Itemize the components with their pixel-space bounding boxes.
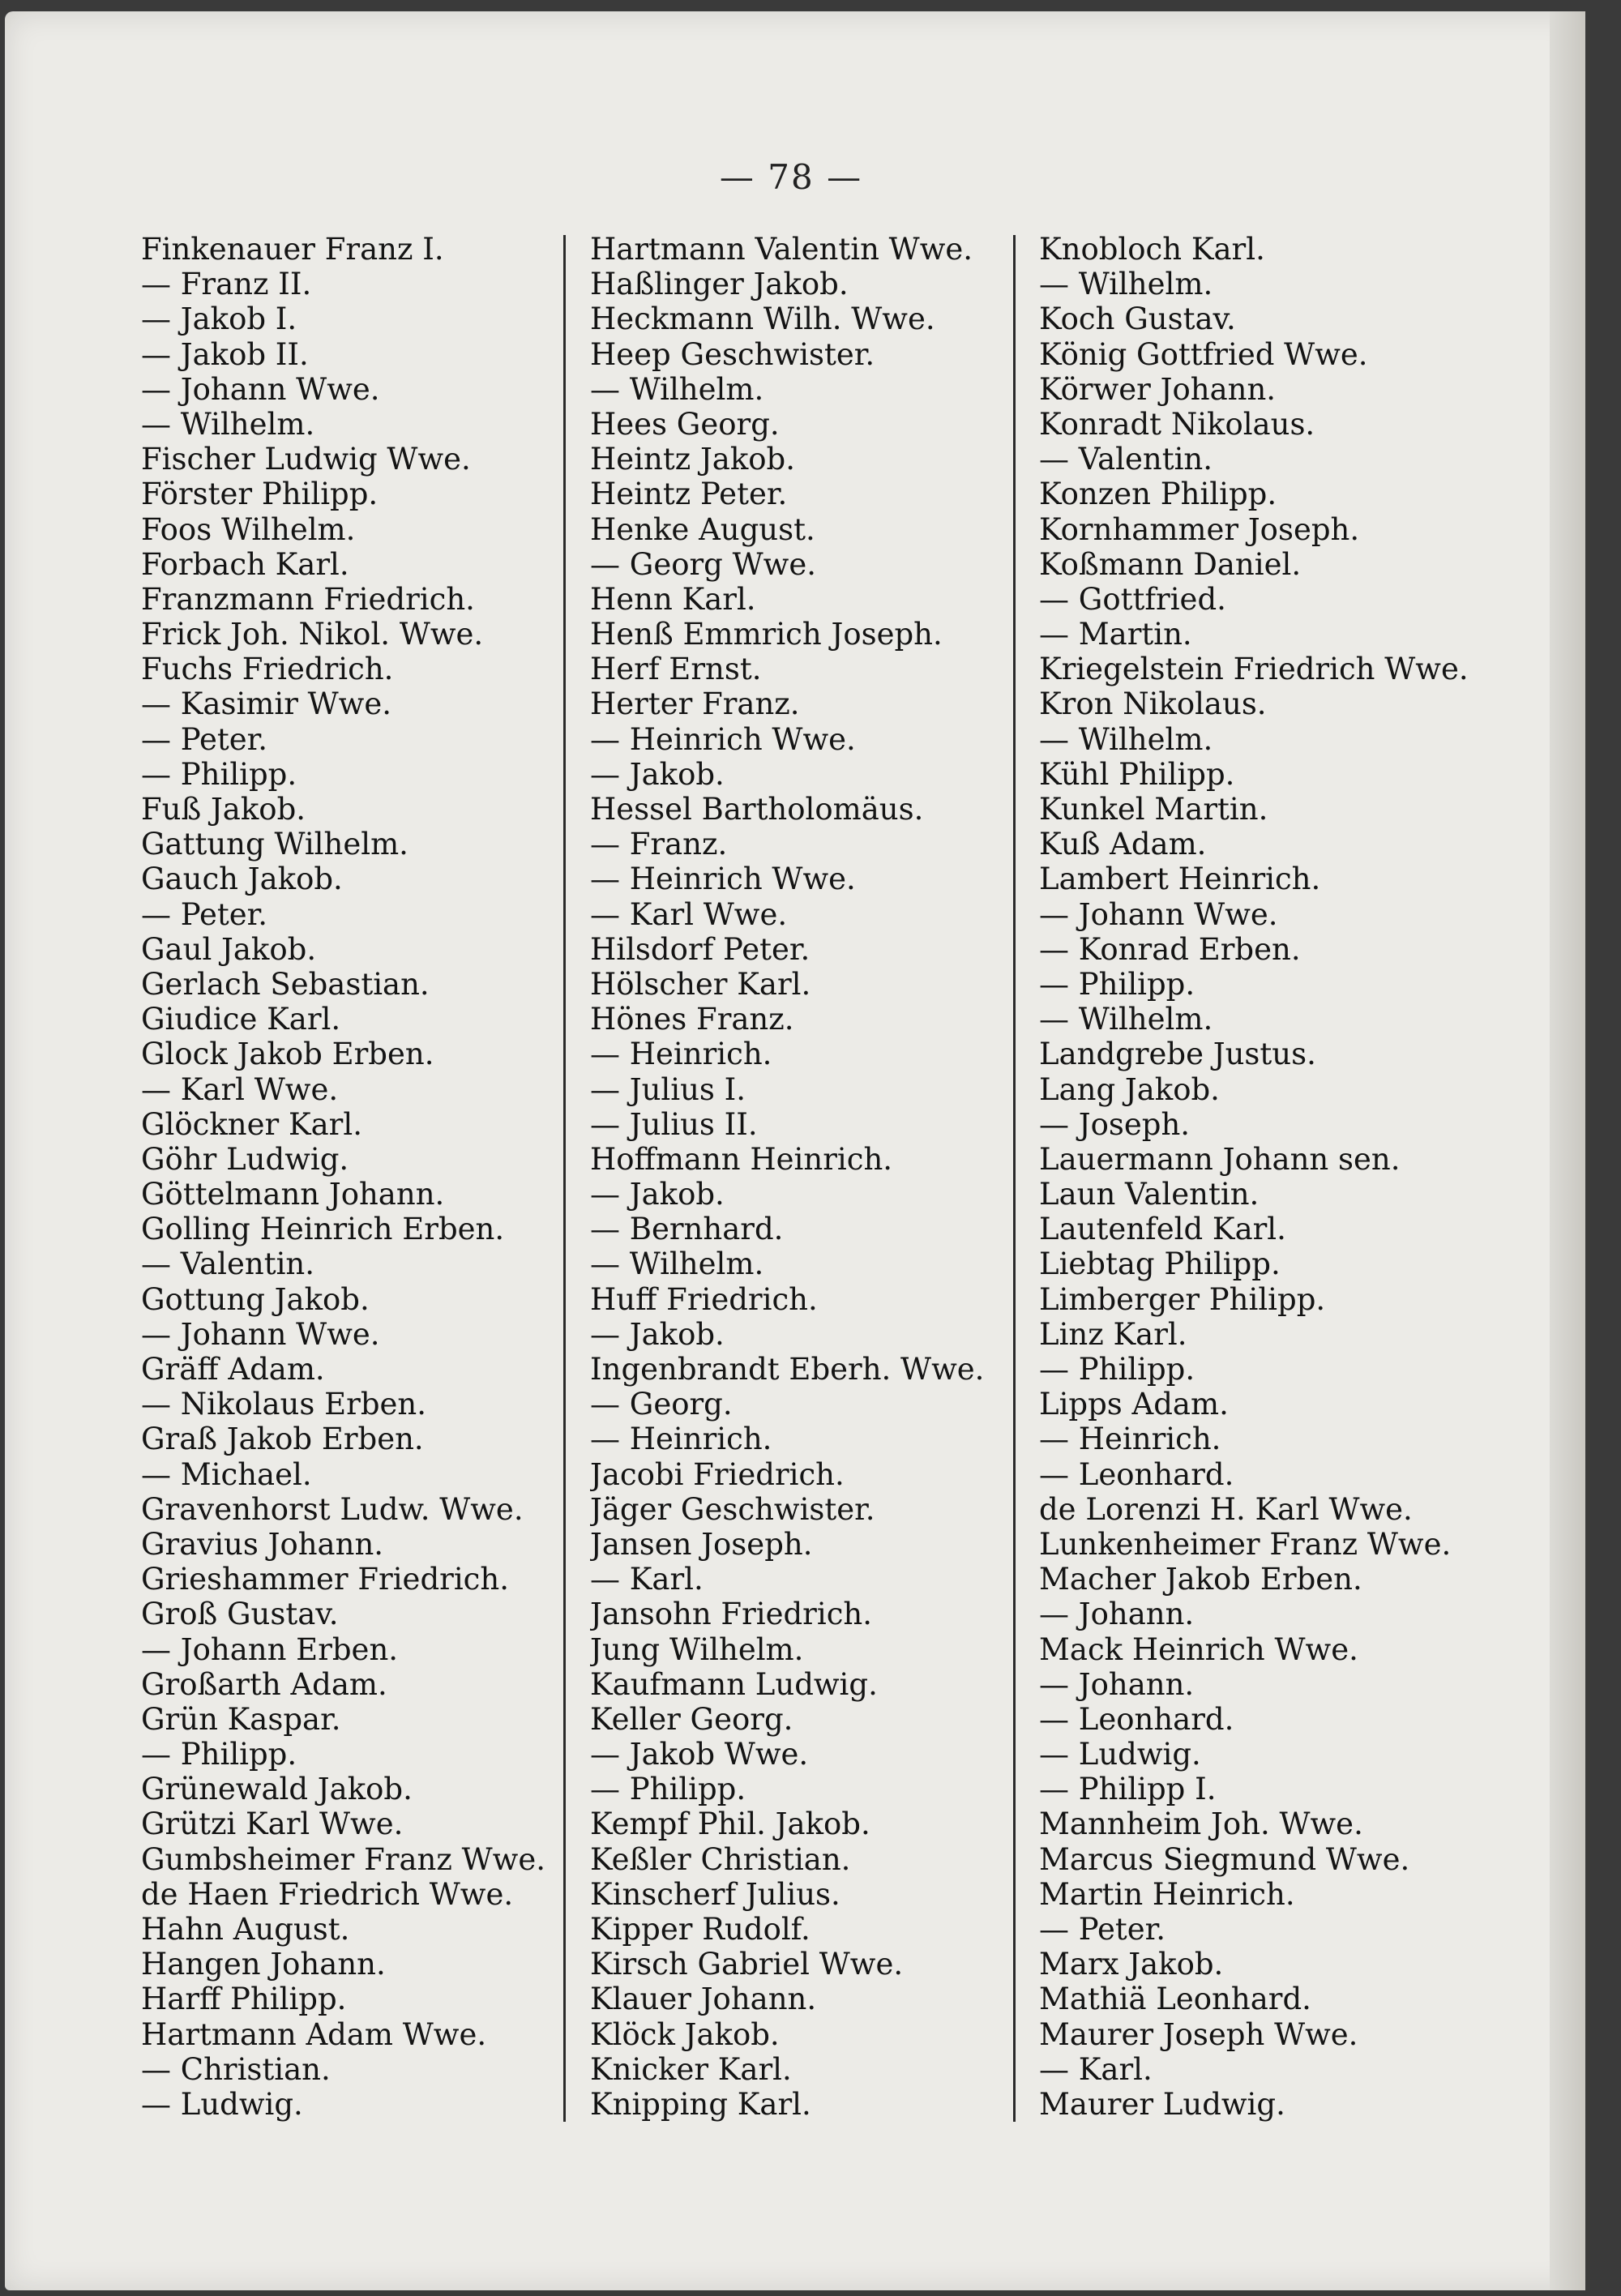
list-item: — Gottfried.	[1039, 581, 1226, 617]
list-item: — Valentin.	[1039, 442, 1213, 477]
list-item: — Peter.	[141, 721, 268, 757]
list-item: — Wilhelm.	[590, 1246, 764, 1282]
list-item: Huff Friedrich.	[590, 1281, 818, 1317]
list-item: — Nikolaus Erben.	[141, 1387, 427, 1422]
list-item: Graß Jakob Erben.	[141, 1422, 424, 1457]
list-item: — Wilhelm.	[1039, 721, 1213, 757]
list-item: — Christian.	[141, 2051, 331, 2087]
list-item: Konzen Philipp.	[1039, 477, 1277, 512]
list-item: — Johann Erben.	[141, 1631, 399, 1667]
list-item: — Leonhard.	[1039, 1456, 1234, 1492]
list-item: — Philipp.	[590, 1772, 746, 1807]
list-item: Göhr Ludwig.	[141, 1141, 349, 1177]
list-item: Kipper Rudolf.	[590, 1912, 810, 1947]
list-item: Kirsch Gabriel Wwe.	[590, 1947, 904, 1982]
list-item: — Bernhard.	[590, 1212, 784, 1247]
list-item: — Jakob.	[590, 1316, 725, 1352]
list-item: Kron Nikolaus.	[1039, 686, 1267, 722]
list-item: Heep Geschwister.	[590, 336, 875, 372]
name-column-2	[590, 232, 1028, 2122]
list-item: Fischer Ludwig Wwe.	[141, 442, 471, 477]
list-item: Henß Emmrich Joseph.	[590, 617, 943, 652]
list-item: Ingenbrandt Eberh. Wwe.	[590, 1352, 985, 1387]
list-item: Groß Gustav.	[141, 1597, 339, 1632]
list-item: — Johann.	[1039, 1666, 1195, 1702]
list-item: Gauch Jakob.	[141, 862, 343, 897]
list-item: Glöckner Karl.	[141, 1106, 362, 1142]
list-item: — Karl Wwe.	[590, 896, 788, 932]
list-item: Linz Karl.	[1039, 1316, 1187, 1352]
column-divider	[1013, 235, 1016, 2122]
list-item: Mathiä Leonhard.	[1039, 1982, 1311, 2017]
list-item: — Johann.	[1039, 1597, 1195, 1632]
list-item: — Jakob.	[590, 756, 725, 792]
list-item: — Philipp I.	[1039, 1772, 1217, 1807]
list-item: Henke August.	[590, 511, 815, 547]
list-item: Macher Jakob Erben.	[1039, 1562, 1362, 1597]
list-item: Gottung Jakob.	[141, 1281, 370, 1317]
list-item: — Peter.	[1039, 1912, 1166, 1947]
list-item: Kuß Adam.	[1039, 827, 1207, 862]
list-item: Giudice Karl.	[141, 1002, 341, 1037]
list-item: Henn Karl.	[590, 581, 756, 617]
list-item: — Julius II.	[590, 1106, 758, 1142]
list-item: Göttelmann Johann.	[141, 1177, 445, 1212]
list-item: — Jakob Wwe.	[590, 1737, 809, 1772]
list-item: Lambert Heinrich.	[1039, 862, 1321, 897]
list-item: Gaul Jakob.	[141, 931, 317, 967]
list-item: Gumbsheimer Franz Wwe.	[141, 1841, 545, 1877]
list-item: — Wilhelm.	[590, 371, 764, 407]
list-item: Herf Ernst.	[590, 652, 762, 687]
list-item: — Wilhelm.	[1039, 1002, 1213, 1037]
list-item: — Kasimir Wwe.	[141, 686, 392, 722]
list-item: — Heinrich Wwe.	[590, 721, 856, 757]
list-item: Kinscherf Julius.	[590, 1876, 840, 1912]
list-item: Hangen Johann.	[141, 1947, 386, 1982]
list-item: Hahn August.	[141, 1912, 350, 1947]
list-item: Hoffmann Heinrich.	[590, 1141, 893, 1177]
list-item: Golling Heinrich Erben.	[141, 1212, 505, 1247]
list-item: Gerlach Sebastian.	[141, 966, 430, 1002]
list-item: Lang Jakob.	[1039, 1071, 1220, 1107]
list-item: de Lorenzi H. Karl Wwe.	[1039, 1491, 1413, 1527]
list-item: Hessel Bartholomäus.	[590, 792, 924, 827]
list-item: Hees Georg.	[590, 406, 780, 442]
list-item: Gravius Johann.	[141, 1526, 384, 1562]
list-item: Grün Kaspar.	[141, 1701, 341, 1737]
list-item: Kaufmann Ludwig.	[590, 1666, 878, 1702]
list-item: Klöck Jakob.	[590, 2016, 780, 2052]
list-item: Marcus Siegmund Wwe.	[1039, 1841, 1410, 1877]
list-item: — Ludwig.	[1039, 1737, 1201, 1772]
list-item: Laun Valentin.	[1039, 1177, 1260, 1212]
list-item: — Wilhelm.	[141, 406, 315, 442]
list-item: Großarth Adam.	[141, 1666, 387, 1702]
list-item: — Philipp.	[1039, 1352, 1195, 1387]
list-item: Grieshammer Friedrich.	[141, 1562, 509, 1597]
list-item: Grützi Karl Wwe.	[141, 1806, 404, 1842]
list-item: Kühl Philipp.	[1039, 756, 1235, 792]
list-item: Harff Philipp.	[141, 1982, 347, 2017]
list-item: — Valentin.	[141, 1246, 314, 1282]
list-item: — Heinrich.	[1039, 1422, 1221, 1457]
list-item: — Joseph.	[1039, 1106, 1191, 1142]
list-item: Koßmann Daniel.	[1039, 546, 1302, 582]
list-item: Fuß Jakob.	[141, 792, 306, 827]
list-item: Lipps Adam.	[1039, 1387, 1229, 1422]
list-item: — Heinrich.	[590, 1422, 772, 1457]
list-item: — Karl.	[1039, 2051, 1153, 2087]
list-item: Mack Heinrich Wwe.	[1039, 1631, 1358, 1667]
list-item: — Jakob I.	[141, 301, 297, 337]
list-item: Jansohn Friedrich.	[590, 1597, 873, 1632]
page-edge	[1550, 11, 1585, 2290]
list-item: Kempf Phil. Jakob.	[590, 1806, 870, 1842]
list-item: Koch Gustav.	[1039, 301, 1236, 337]
list-item: Körwer Johann.	[1039, 371, 1277, 407]
list-item: Keller Georg.	[590, 1701, 793, 1737]
list-item: — Johann Wwe.	[141, 1316, 380, 1352]
list-item: Klauer Johann.	[590, 1982, 817, 2017]
list-item: Glock Jakob Erben.	[141, 1037, 434, 1072]
list-item: Jacobi Friedrich.	[590, 1456, 845, 1492]
list-item: Hartmann Adam Wwe.	[141, 2016, 487, 2052]
list-item: König Gottfried Wwe.	[1039, 336, 1368, 372]
list-item: Gattung Wilhelm.	[141, 827, 408, 862]
list-item: Keßler Christian.	[590, 1841, 851, 1877]
list-item: de Haen Friedrich Wwe.	[141, 1876, 514, 1912]
list-item: Hölscher Karl.	[590, 966, 811, 1002]
list-item: Fuchs Friedrich.	[141, 652, 394, 687]
list-item: Heintz Jakob.	[590, 442, 795, 477]
list-item: — Johann Wwe.	[1039, 896, 1278, 932]
list-item: — Franz II.	[141, 267, 312, 302]
list-item: Finkenauer Franz I.	[141, 232, 444, 267]
list-item: — Wilhelm.	[1039, 267, 1213, 302]
list-item: — Jakob.	[590, 1177, 725, 1212]
list-item: Marx Jakob.	[1039, 1947, 1224, 1982]
list-item: — Franz.	[590, 827, 728, 862]
list-item: Franzmann Friedrich.	[141, 581, 475, 617]
list-item: — Julius I.	[590, 1071, 746, 1107]
list-item: Landgrebe Justus.	[1039, 1037, 1316, 1072]
list-item: Jansen Joseph.	[590, 1526, 813, 1562]
list-item: Maurer Ludwig.	[1039, 2086, 1285, 2122]
list-item: Hönes Franz.	[590, 1002, 794, 1037]
list-item: Knicker Karl.	[590, 2051, 792, 2087]
list-item: Förster Philipp.	[141, 477, 379, 512]
list-item: — Peter.	[141, 896, 268, 932]
page-number: — 78 —	[719, 157, 863, 197]
list-item: Heckmann Wilh. Wwe.	[590, 301, 935, 337]
list-item: — Jakob II.	[141, 336, 309, 372]
list-item: Gravenhorst Ludw. Wwe.	[141, 1491, 524, 1527]
list-item: — Michael.	[141, 1456, 312, 1492]
list-item: Knobloch Karl.	[1039, 232, 1265, 267]
list-item: — Georg Wwe.	[590, 546, 816, 582]
list-item: Konradt Nikolaus.	[1039, 406, 1315, 442]
list-item: — Heinrich Wwe.	[590, 862, 856, 897]
list-item: Gräff Adam.	[141, 1352, 325, 1387]
column-divider	[563, 235, 566, 2122]
list-item: Mannheim Joh. Wwe.	[1039, 1806, 1363, 1842]
list-item: Frick Joh. Nikol. Wwe.	[141, 617, 484, 652]
list-item: — Johann Wwe.	[141, 371, 380, 407]
list-item: Foos Wilhelm.	[141, 511, 356, 547]
list-item: — Philipp.	[141, 1737, 297, 1772]
list-item: Herter Franz.	[590, 686, 800, 722]
list-item: Maurer Joseph Wwe.	[1039, 2016, 1358, 2052]
list-item: Knipping Karl.	[590, 2086, 811, 2122]
list-item: Hilsdorf Peter.	[590, 931, 810, 967]
list-item: — Karl Wwe.	[141, 1071, 339, 1107]
list-item: Martin Heinrich.	[1039, 1876, 1295, 1912]
list-item: — Karl.	[590, 1562, 704, 1597]
book-page	[5, 11, 1585, 2290]
list-item: — Heinrich.	[590, 1037, 772, 1072]
list-item: — Konrad Erben.	[1039, 931, 1301, 967]
name-column-3	[1039, 232, 1477, 2122]
list-item: Kornhammer Joseph.	[1039, 511, 1360, 547]
list-item: Jäger Geschwister.	[590, 1491, 875, 1527]
list-item: Grünewald Jakob.	[141, 1772, 413, 1807]
list-item: Kriegelstein Friedrich Wwe.	[1039, 652, 1469, 687]
list-item: Jung Wilhelm.	[590, 1631, 804, 1667]
list-item: Lauermann Johann sen.	[1039, 1141, 1401, 1177]
list-item: Limberger Philipp.	[1039, 1281, 1326, 1317]
list-item: Forbach Karl.	[141, 546, 349, 582]
list-item: — Georg.	[590, 1387, 733, 1422]
list-item: — Philipp.	[141, 756, 297, 792]
list-item: — Martin.	[1039, 617, 1192, 652]
list-item: Liebtag Philipp.	[1039, 1246, 1281, 1282]
list-item: Kunkel Martin.	[1039, 792, 1268, 827]
list-item: Hartmann Valentin Wwe.	[590, 232, 973, 267]
list-item: Lautenfeld Karl.	[1039, 1212, 1286, 1247]
list-item: — Leonhard.	[1039, 1701, 1234, 1737]
list-item: — Philipp.	[1039, 966, 1195, 1002]
list-item: — Ludwig.	[141, 2086, 303, 2122]
list-item: Lunkenheimer Franz Wwe.	[1039, 1526, 1452, 1562]
name-column-1	[141, 232, 579, 2122]
list-item: Haßlinger Jakob.	[590, 267, 849, 302]
list-item: Heintz Peter.	[590, 477, 788, 512]
